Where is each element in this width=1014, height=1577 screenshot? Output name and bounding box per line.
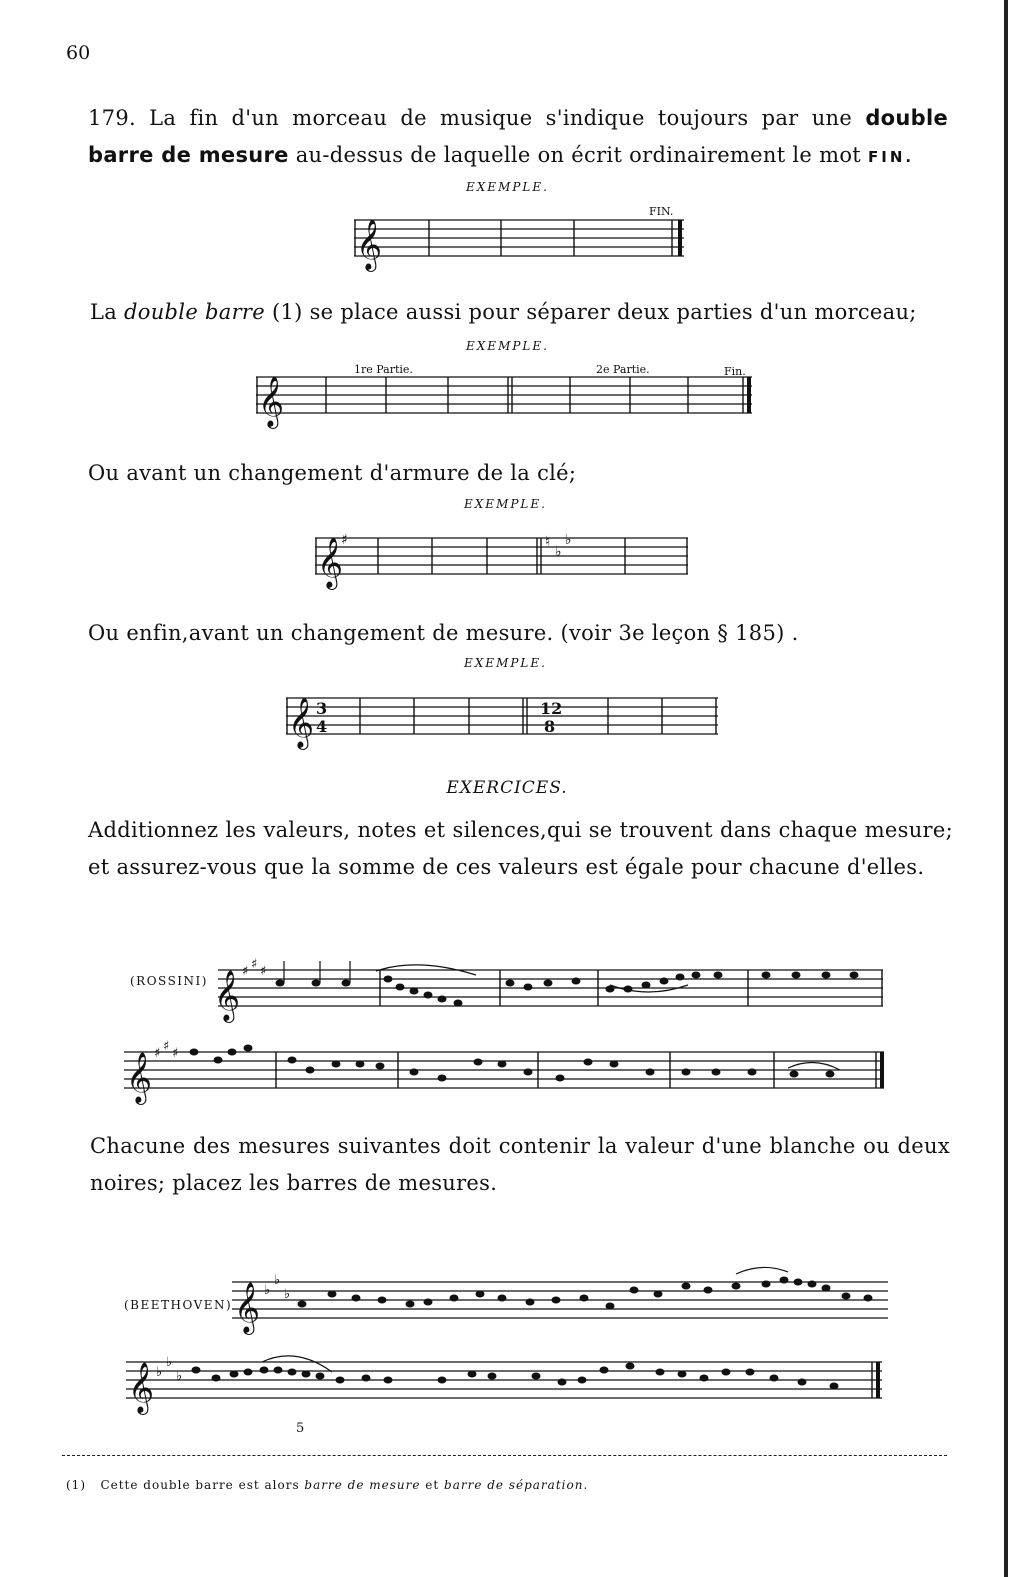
treble-clef-icon: 𝄞 <box>317 537 344 588</box>
notes <box>192 1363 839 1390</box>
exercices-heading: EXERCICES. <box>446 778 568 798</box>
treble-clef-icon: 𝄞 <box>258 376 285 427</box>
page-number: 60 <box>66 42 91 64</box>
fin-label: Fin. <box>724 365 746 378</box>
example-staff-1 <box>354 205 684 270</box>
paragraph-armure: Ou avant un changement d'armure de la clé; <box>88 461 577 485</box>
flat-icon: ♭ <box>264 1283 271 1298</box>
paragraph-chacune: Chacune des mesures suivantes doit contenir la valeur d'une blanche ou deux noires; placez les barres de mesures. <box>90 1134 950 1195</box>
paragraph-text: La <box>90 300 125 324</box>
paragraph-text: se place aussi pour séparer deux parties d'un morceau; <box>302 300 917 324</box>
treble-clef-icon: 𝄞 <box>234 1282 261 1333</box>
example-staff-2 <box>256 362 752 427</box>
exemple-label: EXEMPLE. <box>464 656 547 670</box>
treble-clef-icon: 𝄞 <box>126 1052 153 1103</box>
time-sig-top: 12 <box>540 699 563 718</box>
notes <box>190 1045 835 1082</box>
paragraph-double-barre <box>90 294 950 331</box>
flat-icon: ♭ <box>565 532 572 548</box>
composer-label: (BEETHOVEN) <box>124 1298 233 1312</box>
bold-term: double barre de mesure <box>88 106 948 167</box>
example-staff-4 <box>286 688 718 750</box>
paragraph-179 <box>88 100 948 176</box>
flat-icon: ♭ <box>156 1365 163 1380</box>
sharp-icon: ♯ <box>251 957 258 972</box>
flat-icon: ♭ <box>555 544 562 560</box>
footnote-text: Cette double barre est alors <box>100 1478 305 1492</box>
italic-term: double barre <box>124 300 265 324</box>
flat-icon: ♭ <box>284 1287 291 1302</box>
time-sig-bottom: 4 <box>316 717 328 736</box>
paragraph-text: au-dessus de laquelle on écrit ordinairement le mot <box>288 143 869 167</box>
exemple-label: EXEMPLE. <box>466 180 549 194</box>
rossini-staff-1 <box>214 955 888 1035</box>
beethoven-staff-1 <box>232 1260 892 1340</box>
part-2-label: 2e Partie. <box>596 363 650 376</box>
treble-clef-icon: 𝄞 <box>128 1362 155 1413</box>
fin-word: FIN. <box>868 148 915 166</box>
footnote-marker: (1) <box>66 1478 86 1492</box>
beethoven-staff-2 <box>126 1350 886 1440</box>
time-sig-top: 3 <box>316 699 328 718</box>
paragraph-number: 179. <box>88 106 136 130</box>
part-1-label: 1re Partie. <box>354 363 413 376</box>
exemple-label: EXEMPLE. <box>464 497 547 511</box>
footnote-text: et <box>420 1478 445 1492</box>
flat-icon: ♭ <box>166 1355 173 1370</box>
treble-clef-icon: 𝄞 <box>356 219 383 270</box>
sharp-icon: ♯ <box>163 1039 170 1054</box>
composer-label: (ROSSINI) <box>130 974 208 988</box>
paragraph-changement-mesure: Ou enfin,avant un changement de mesure. (voir 3e leçon § 185) . <box>88 621 799 645</box>
paragraph-text: La fin d'un morceau de musique s'indique toujours par une <box>135 106 866 130</box>
example-staff-3 <box>315 526 688 588</box>
notes <box>276 961 859 1007</box>
sharp-icon: ♯ <box>154 1046 161 1061</box>
rossini-staff-2 <box>124 1039 884 1103</box>
treble-clef-icon: 𝄞 <box>288 697 315 748</box>
exemple-label: EXEMPLE. <box>466 339 549 353</box>
footnote-italic: barre de mesure <box>304 1478 421 1492</box>
sharp-icon: ♯ <box>260 964 267 979</box>
tuplet-label: 5 <box>296 1421 305 1436</box>
treble-clef-icon: 𝄞 <box>214 970 241 1021</box>
sharp-icon: ♯ <box>242 964 249 979</box>
footnote-divider <box>62 1455 947 1456</box>
footnote <box>66 1478 588 1492</box>
paragraph-additionnez: Additionnez les valeurs, notes et silences,qui se trouvent dans chaque mesure; et assurez-vous que la somme de ces valeurs est égale pour chacune d'elles. <box>88 818 953 879</box>
time-sig-bottom: 8 <box>544 717 556 736</box>
flat-icon: ♭ <box>176 1369 183 1384</box>
sharp-icon: ♯ <box>172 1046 179 1061</box>
fin-label: FIN. <box>649 205 674 218</box>
natural-icon: ♮ <box>545 534 551 550</box>
footnote-italic: barre de séparation. <box>444 1478 589 1492</box>
flat-icon: ♭ <box>274 1273 281 1288</box>
footnote-ref: (1) <box>265 300 303 324</box>
sharp-icon: ♯ <box>341 532 348 548</box>
